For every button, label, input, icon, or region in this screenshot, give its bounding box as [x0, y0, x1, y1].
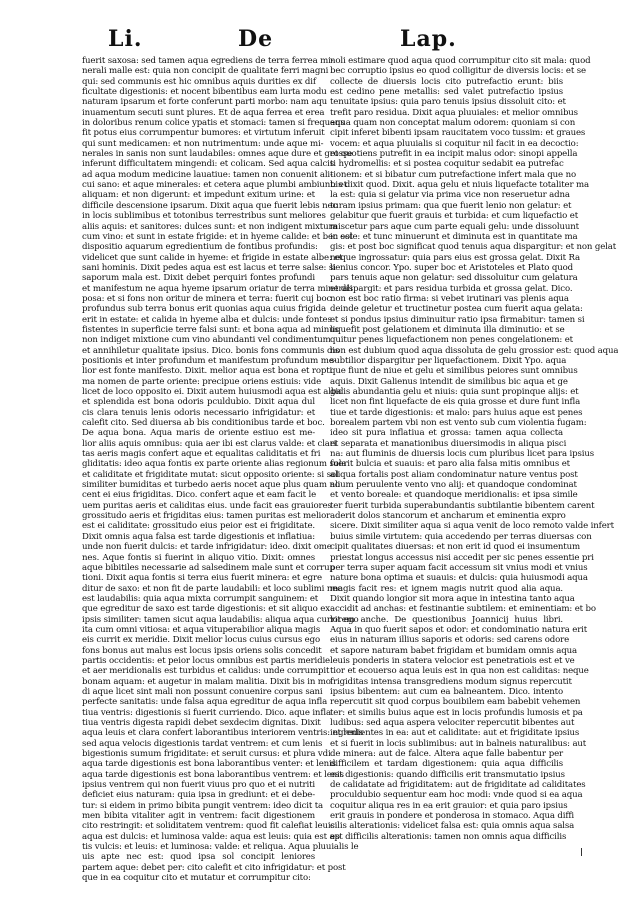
text-line: accidit ad anchas: et festinantie subtilem: et eminentiam: et bo	[330, 604, 596, 615]
text-line: erit grauis in pondere et ponderosa in stomaco. Aqua diffi	[330, 811, 575, 822]
text-line: saporum mala est. Dixit debet perquiri fontes profundi	[82, 273, 315, 284]
text-line: dispositio aquarum egredientium de fontibus profundis:	[82, 242, 318, 253]
text-line: aliquam: et non digerunt: et impedunt exitum urine: et	[82, 190, 315, 201]
text-line: bigestionis sumum frigiditate: et seruit cursus: et plura vdi	[82, 749, 331, 760]
text-line: licet de loco opposito ei. Dixit autem huiusmodi aqua est alba	[82, 387, 342, 397]
text-line: cipit qualitates diuersas: et non erit id quod ei insumentum	[330, 542, 580, 553]
text-line: miscetur pars aque cum parte equali gelu: unde dissoluunt	[330, 221, 579, 232]
text-line: neque ingrossatur: quia pars eius est grossa gelat. Dixit Ra	[330, 252, 580, 263]
text-line: coquitur aliqua res in ea erit grauior: et quia paro ipsius	[330, 800, 568, 811]
text-line: similiter bumiditas et turbedo aeris nocet aque plus quam no	[82, 480, 340, 491]
text-line: aliqua fortalis post aliam condominatur nature ventus post	[330, 469, 578, 480]
text-line: tiua ventris: digestionis si fuerit curriendo. Dico. aque infla	[82, 707, 331, 718]
text-line: de minera: aut de falce. Altera aque falle babentur per	[330, 749, 563, 760]
text-line: qui: sed communis est hic omnibus aquis durities ex dif	[82, 76, 316, 87]
text-line: noli estimare quod aqua quod corrumpitur cito sit mala: quod	[330, 56, 591, 66]
text-line: leuis ponderis in statera velocior est penetratiois est et ve	[330, 655, 575, 666]
text-line: turam ipsius primam: qua que fuerit lenio non gelatur: et	[330, 200, 572, 211]
text-line: frigiditas intensa transgrediens modum signus repercutit	[330, 676, 572, 687]
text-line: la est: quia si gelatur via prima vice non reseruetur adna	[330, 190, 570, 201]
text-line: alium peruulente vento vno alij: et quandoque condominat	[330, 480, 577, 491]
text-line: vocem: et aqua pluuialis si coquitur nil facit in ea decoctio:	[330, 138, 579, 149]
text-line: in doloribus renum colice ypatis et stomaci: tamen si frequens	[82, 118, 345, 129]
text-line: fuerit saxosa: sed tamen aqua egrediens de terra ferrea mi-	[82, 56, 334, 66]
text-line: men bibita vitaliter agit in ventrem: facit digestionem	[82, 811, 315, 822]
text-line: ter fuerit turbida superabundantis subtilantie bibentem carent	[330, 500, 595, 511]
text-line: uem puritas aeris et caliditas eius. unde facit eas grauiores	[82, 500, 332, 511]
text-line: bonam aquam: et augetur in malam malitia. Dixit bis in mo	[82, 676, 331, 687]
text-line: partem aque: debet per: cito calefit et cito infrigidatur: et post	[82, 862, 346, 873]
running-header	[0, 26, 590, 58]
text-line: ipsius ventrem qui non fuerit viuus pro quo et ei nutriti	[82, 780, 315, 791]
text-line: proculdubio sequentur eam hoc modi: vnde quod si ea aqua	[330, 790, 583, 801]
text-line: gidis abundantia gelu et niuis: quia sunt propinque alijs: et	[330, 387, 579, 397]
text-line: bis dixit quod. Dixit. aqua gelu et niuis liquefacte totaliter ma	[330, 180, 589, 191]
left-text-column	[82, 56, 364, 884]
text-line: De aqua bona. Aqua maris de oriente estiuo est me-	[82, 428, 315, 439]
text-line: aqua tarde digestionis est bona laborantibus venter: et lenis	[82, 759, 336, 770]
text-line: fuerit bulcia et suauis: et paro alia falsa mitis omnibus et	[330, 459, 570, 470]
text-line: liquefit post gelationem et diminuta illa diminutio: et se	[330, 324, 565, 335]
text-line: inferunt difficultatem mingendi: et colicam. Sed aqua calcis	[82, 159, 334, 170]
text-line: bec corruptio ipsius eo quod colligitur de diversis locis: et se	[330, 66, 586, 77]
header-title-word: De	[238, 26, 274, 52]
text-line: fistentes in superficie terre falsi sunt: et bona aqua ad minus	[82, 324, 339, 335]
text-line: ita cum omni vitiosa: et aqua vituperabilior aliqua magis	[82, 624, 321, 635]
text-line: repercutit sit quod corpus bouibilem eam babebit vehemen	[330, 697, 581, 708]
text-line: sicere. Dixit similiter aqua si aqua venit de loco remoto valde infert	[330, 521, 614, 532]
text-line: quitur penes liquefactionem non penes congelationem: et	[330, 335, 573, 346]
text-line: eius in naturam illius saporis et odoris: sed carens odore	[330, 635, 570, 646]
text-line: nerales in sanis non sunt laudabiles: omnes aque dure et grosse	[82, 149, 353, 160]
text-line: nature bona optima et suauis: et dulcis: quia huiusmodi aqua	[330, 573, 588, 584]
header-chapter-word: Lap.	[400, 26, 457, 52]
text-line: fit potus eius corrumpentur bumores: et virtutum inferuit	[82, 128, 325, 139]
text-line: videlicet que sunt calide in hyeme: et frigide in estate albe: et	[82, 252, 343, 263]
text-line: et caliditate et frigiditate mutat: sicut opposito oriente: si sol	[82, 469, 339, 480]
text-line: ad aqua modum medicine lauatiue: tamen non conuenit ali-	[82, 169, 333, 180]
text-line: non est dubium quod aqua dissoluta de gelu grossior est: quod aqua	[330, 345, 618, 356]
text-line: est cedino pene metallis: sed valet putrefactio ipsius	[330, 87, 563, 98]
text-line: ficultate digestionis: et nocent bibentibus eam lurta modu	[82, 87, 327, 98]
text-line: ipsius bibentem: aut cum ea balneantem. Dico. intento	[330, 686, 563, 697]
text-line: di aque licet sint mali non possunt conuenire corpus sani	[82, 686, 323, 697]
text-line: que in ea coquitur cito et mutatur et corrumpitur cito:	[82, 873, 311, 884]
text-line: cilis alterationis: videlicet falsa est: quia omnis aqua salsa	[330, 821, 575, 832]
text-line: est ei caliditate: grossitudo eius peior est ei frigiditate.	[82, 521, 315, 532]
text-line: aderit dolos stancorum et ancharum et eminentia expro	[330, 511, 566, 522]
text-line: tur: si eidem in primo bibita pungit ventrem: ideo dicit ta	[82, 800, 324, 811]
text-line: na: aut fluminis de diuersis locis cum pluribus licet para ipsius	[330, 449, 594, 460]
text-line: Aqua in quo fuerit sapos et odor: et condominatio natura erit	[330, 624, 588, 635]
text-line: borealem partem vbi non est vento sub cum violentia fugam:	[330, 418, 587, 429]
page-edge-mark	[581, 848, 588, 856]
text-line: per terra super aquam facit accessum sit vnius modi et vnius	[330, 562, 588, 573]
text-line: et si pondus ipsius diminuitur ratio ipsa firmabitur: tamen si	[330, 314, 585, 325]
text-line: tioni. Dixit aqua fontis si terra eius fuerit minera: et egre	[82, 573, 322, 584]
text-line: gelabitur que fuerit grauis et turbida: et cum liquefactio et	[330, 211, 578, 222]
text-line: profundus sub terra bonus erit quonias aqua cuius frigida	[82, 304, 326, 315]
text-line: de calidatate ad frigiditatem: aut de frigiditate ad caliditates	[330, 780, 586, 791]
text-line: Dixit quando longior sit mora aque in intestina tanto aqua	[330, 593, 575, 604]
text-line: priestat longus accessus nisi accedit per sic penes essentie pri	[330, 552, 594, 563]
text-line: et annihiletur qualitate ipsius. Dico. bonis fons communis dis	[82, 345, 340, 356]
text-line: unde non fuerit dulcis: et tarde infrigidatur: ideo. dixit ome	[82, 542, 332, 553]
text-line: et manifestum ne aqua hyeme ipsarum oriatur de terra minerali	[82, 283, 353, 294]
text-line: et aer meridionalis est turbidus et calidus: unde corrumpit	[82, 666, 330, 677]
text-line: nes. Aque fontis si fuerint in aliquo vitio. Dixit: omnes	[82, 552, 315, 563]
header-book-number: Li.	[108, 26, 143, 52]
text-line: et quotiens putrefit in ea incipit malus odor: sinopi appella	[330, 149, 578, 160]
text-line: uis apte nec est: quod ipsa sol concipit leniores	[82, 852, 315, 863]
text-line: aqua est dulcis: et luminosa valde: aqua est leuis: quia est ap	[82, 831, 340, 842]
text-line: fons bonus aut malus est locus ipsis oriens solis concedit	[82, 645, 322, 656]
text-line: nerali malle est: quia non concipit de qualitate ferri magni	[82, 66, 329, 77]
text-line: trefit paro residua. Dixit aqua pluuiales: et melior omnibus	[330, 107, 578, 118]
text-line: ti hydromellis: et si postea coquitur sedabit ea putrefac	[330, 159, 564, 170]
text-line: ma nomen de parte oriente: precipue oriens estiuis: vide	[82, 376, 322, 387]
text-line: grossitudo aeris et frigiditas eius: tamen puritas est melior	[82, 511, 331, 522]
text-line: in locis sublimibus et totonibus terrestribus sunt meliores	[82, 211, 326, 222]
text-line: gliditatis: ideo aqua fontis ex parte oriente alias regionum sola	[82, 459, 347, 470]
text-line: cito restringit: et soliditatem ventrem: quod fit calefiat leuis	[82, 821, 335, 832]
text-line: tior et ecouerso aqua leuis est in qua non est caliditas: neque	[330, 666, 589, 677]
text-line: tiua ventris digesta rapidi debet sexdecim dignitas. Dixit	[82, 718, 321, 728]
text-line: pars tenuis aque non gelatur: sed dissoluitur cum gelatura	[330, 273, 578, 284]
text-line: lior est fonte manifesto. Dixit. melior aqua est bona et ropti	[82, 366, 333, 377]
text-line: positionis et inter profundum et manifestum profundum me-	[82, 355, 337, 366]
text-line: difficile descensione ipsarum. Dixit aqua que fuerit lebis nec	[82, 200, 338, 211]
text-line: cis clara tenuis lenis odoris necessario infrigidatur: et	[82, 407, 315, 418]
text-line: tenuitate ipsius: quia paro tenuis ipsius dissoluit cito: et	[330, 97, 566, 108]
text-line: collecte de diuersis locis cito putrefactio erunt: biis	[330, 76, 563, 87]
text-line: et separata et manationibus diuersimodis in aliqua pisci	[330, 438, 567, 449]
text-line: buius simile virtutem: quia accedendo per terras diuersas con	[330, 531, 592, 542]
text-line: tas aeris magis confert aque et equalitas caliditatis et fri	[82, 449, 321, 460]
text-line: qui sunt medicamen: et non nutrimentum: unde aque mi-	[82, 138, 324, 149]
text-line: difficilem et tardam digestionem: quia aqua difficilis	[330, 759, 563, 770]
text-line: in sole: et tunc minuerunt et diminuta est in quantitate ma	[330, 231, 578, 242]
text-line: et si fuerit in locis sublimibus: aut in balneis naturalibus: aut	[330, 738, 587, 749]
text-line: ter: et similis buius aque est in locis profundis lumosis et pa	[330, 707, 583, 718]
text-line: ingredientes in ea: aut et caliditate: aut et frigiditate ipsius	[330, 728, 580, 739]
text-line: est laudabilis: quia aqua mixta corrumpit sanguinem: et	[82, 593, 319, 604]
text-line: est digestionis: quando difficilis erit transmutatio ipsius	[330, 769, 565, 780]
text-line: non indiget mixtione cum vino abundanti vel condimentum	[82, 335, 331, 346]
text-line: lior aliis aquis omnibus: quia aer ibi est clarus valde: et clari	[82, 438, 337, 449]
text-line: posa: et si fons non oritur de minera et terra: fuerit cuj boc	[82, 293, 332, 304]
text-line: calefit cito. Sed diuersa ab bis conditionibus tarde et boc.	[82, 418, 325, 429]
text-line: magis facit res: et ignem magis nutrit quod alia aqua.	[330, 583, 563, 594]
text-line: aque bibitiles necessarie ad salsedinem male sunt et corrup	[82, 562, 335, 573]
text-line: que fiunt de niue et gelu et similibus peiores sunt omnibus	[330, 366, 578, 377]
text-line: Dixit omnis aqua falsa est tarde digestionis et inflatiua:	[82, 531, 315, 542]
text-line: cui sano: et aque minerales: et cetera aque plumbi ambiunt: et	[82, 180, 348, 191]
text-line: perfecte sanitatis: unde falsa aqua egreditur de aqua infla	[82, 697, 328, 708]
text-line: sani hominis. Dixit pedes aqua est est lacus et terre salse: si	[82, 262, 336, 273]
text-line: erit in estate: et calida in hyeme alba et dulcis: unde fontes	[82, 314, 332, 325]
text-line: tis vulcis: et leuis: et luminosa: valde: et reliqua. Aqua pluuialis le	[82, 842, 359, 853]
text-line: cum vino: et sunt in estate frigide: et in hyeme calide: et bec est	[82, 231, 353, 242]
text-line: aqua quam non conceptat malum odorem: quoniam si con	[330, 118, 576, 129]
right-text-column	[330, 56, 618, 882]
text-line: cent ei eius frigiditas. Dico. confert aque et eam facit le	[82, 490, 317, 501]
text-line: cipit inferet bibenti ipsam raucitatem voco tussim: et graues	[330, 128, 586, 139]
text-line: ludibus: sed aqua aspera velociter repercutit bibentes aut	[330, 718, 575, 728]
text-line: non est boc ratio firma: si vebet irutinari vas plenis aqua	[330, 293, 569, 304]
text-line: aqua leuis et clara confert laborantibus interiorem ventris: et lenis	[82, 728, 364, 739]
text-line: naturam ipsarum et forte conferunt parti morbo: nam aqu	[82, 97, 328, 108]
text-line: deficiet eius naturam: quia ipsa in grediunt: et ei debe-	[82, 790, 315, 801]
text-line: eis currit ex meridie. Dixit melior locus cuius cursus ego	[82, 635, 320, 646]
text-line: deinde geletur et tructinetur postea cum fuerit aqua gelata:	[330, 304, 583, 315]
text-line: aliis aquis: et sanitores: dulces sunt: et non indigent mixtura	[82, 221, 338, 232]
text-line: ditur de saxo: et non fit de parte laudabili: et loco sublimi nec	[82, 583, 342, 594]
text-line: partis occidentis: et peior locus omnibus est partis meridie	[82, 655, 330, 666]
text-line: lorem anche. De questionibus Joannicij huius libri.	[330, 614, 563, 625]
text-line: subtilior dispargitur per liquefactionem. Dixit Ypo. aqua	[330, 355, 567, 366]
text-line: ideo sit pura inflatiua et grossa: tamen aqua collecta	[330, 428, 563, 439]
text-line: ipsis similiter: tamen sicut aqua laudabilis: aliqua aqua currit ego	[82, 614, 359, 625]
text-line: inuamentum secuti sunt plures. Et de aqua ferrea et erea	[82, 107, 325, 118]
text-line: et vento boreale: et quandoque meridionalis: et ipsa simile	[330, 490, 578, 501]
text-line: gis: et post boc significat quod tenuis aqua dispargitur: et non gelat	[330, 242, 617, 253]
text-line: et splendida est bona odoris pculdubio. Dixit aqua dul	[82, 397, 315, 408]
text-line: aqua tarde digestionis est bona laborantibus ventrem: et lenis	[82, 769, 344, 780]
text-line: tionem: et si bibatur cum putrefactione infert mala que no	[330, 169, 576, 180]
text-line: aquis. Dixit Galienus intendit de similibus bic aqua et ge	[330, 376, 568, 387]
text-line: lienius concor. Ypo. super boc et Aristoteles et Plato quod	[330, 262, 573, 273]
text-line: est difficilis alterationis: tamen non omnis aqua difficilis	[330, 831, 567, 842]
text-line: et sapore naturam babet frigidam et bumidam omnis aqua	[330, 645, 577, 656]
text-line: et dispargit: et pars residua turbida et grossa gelat. Dico.	[330, 283, 573, 294]
text-line: que egreditur de saxo est tarde digestionis: et sit aliquo ex	[82, 604, 330, 615]
text-line: sed aqua velocis digestionis tardat ventrem: et cum lenis	[82, 738, 323, 749]
text-line: licet non fint liquefacte de eis quia grosse et dure funt infla	[330, 397, 581, 408]
text-line: tiue et tarde digestionis: et malo: pars huius aque est penes	[330, 407, 583, 418]
